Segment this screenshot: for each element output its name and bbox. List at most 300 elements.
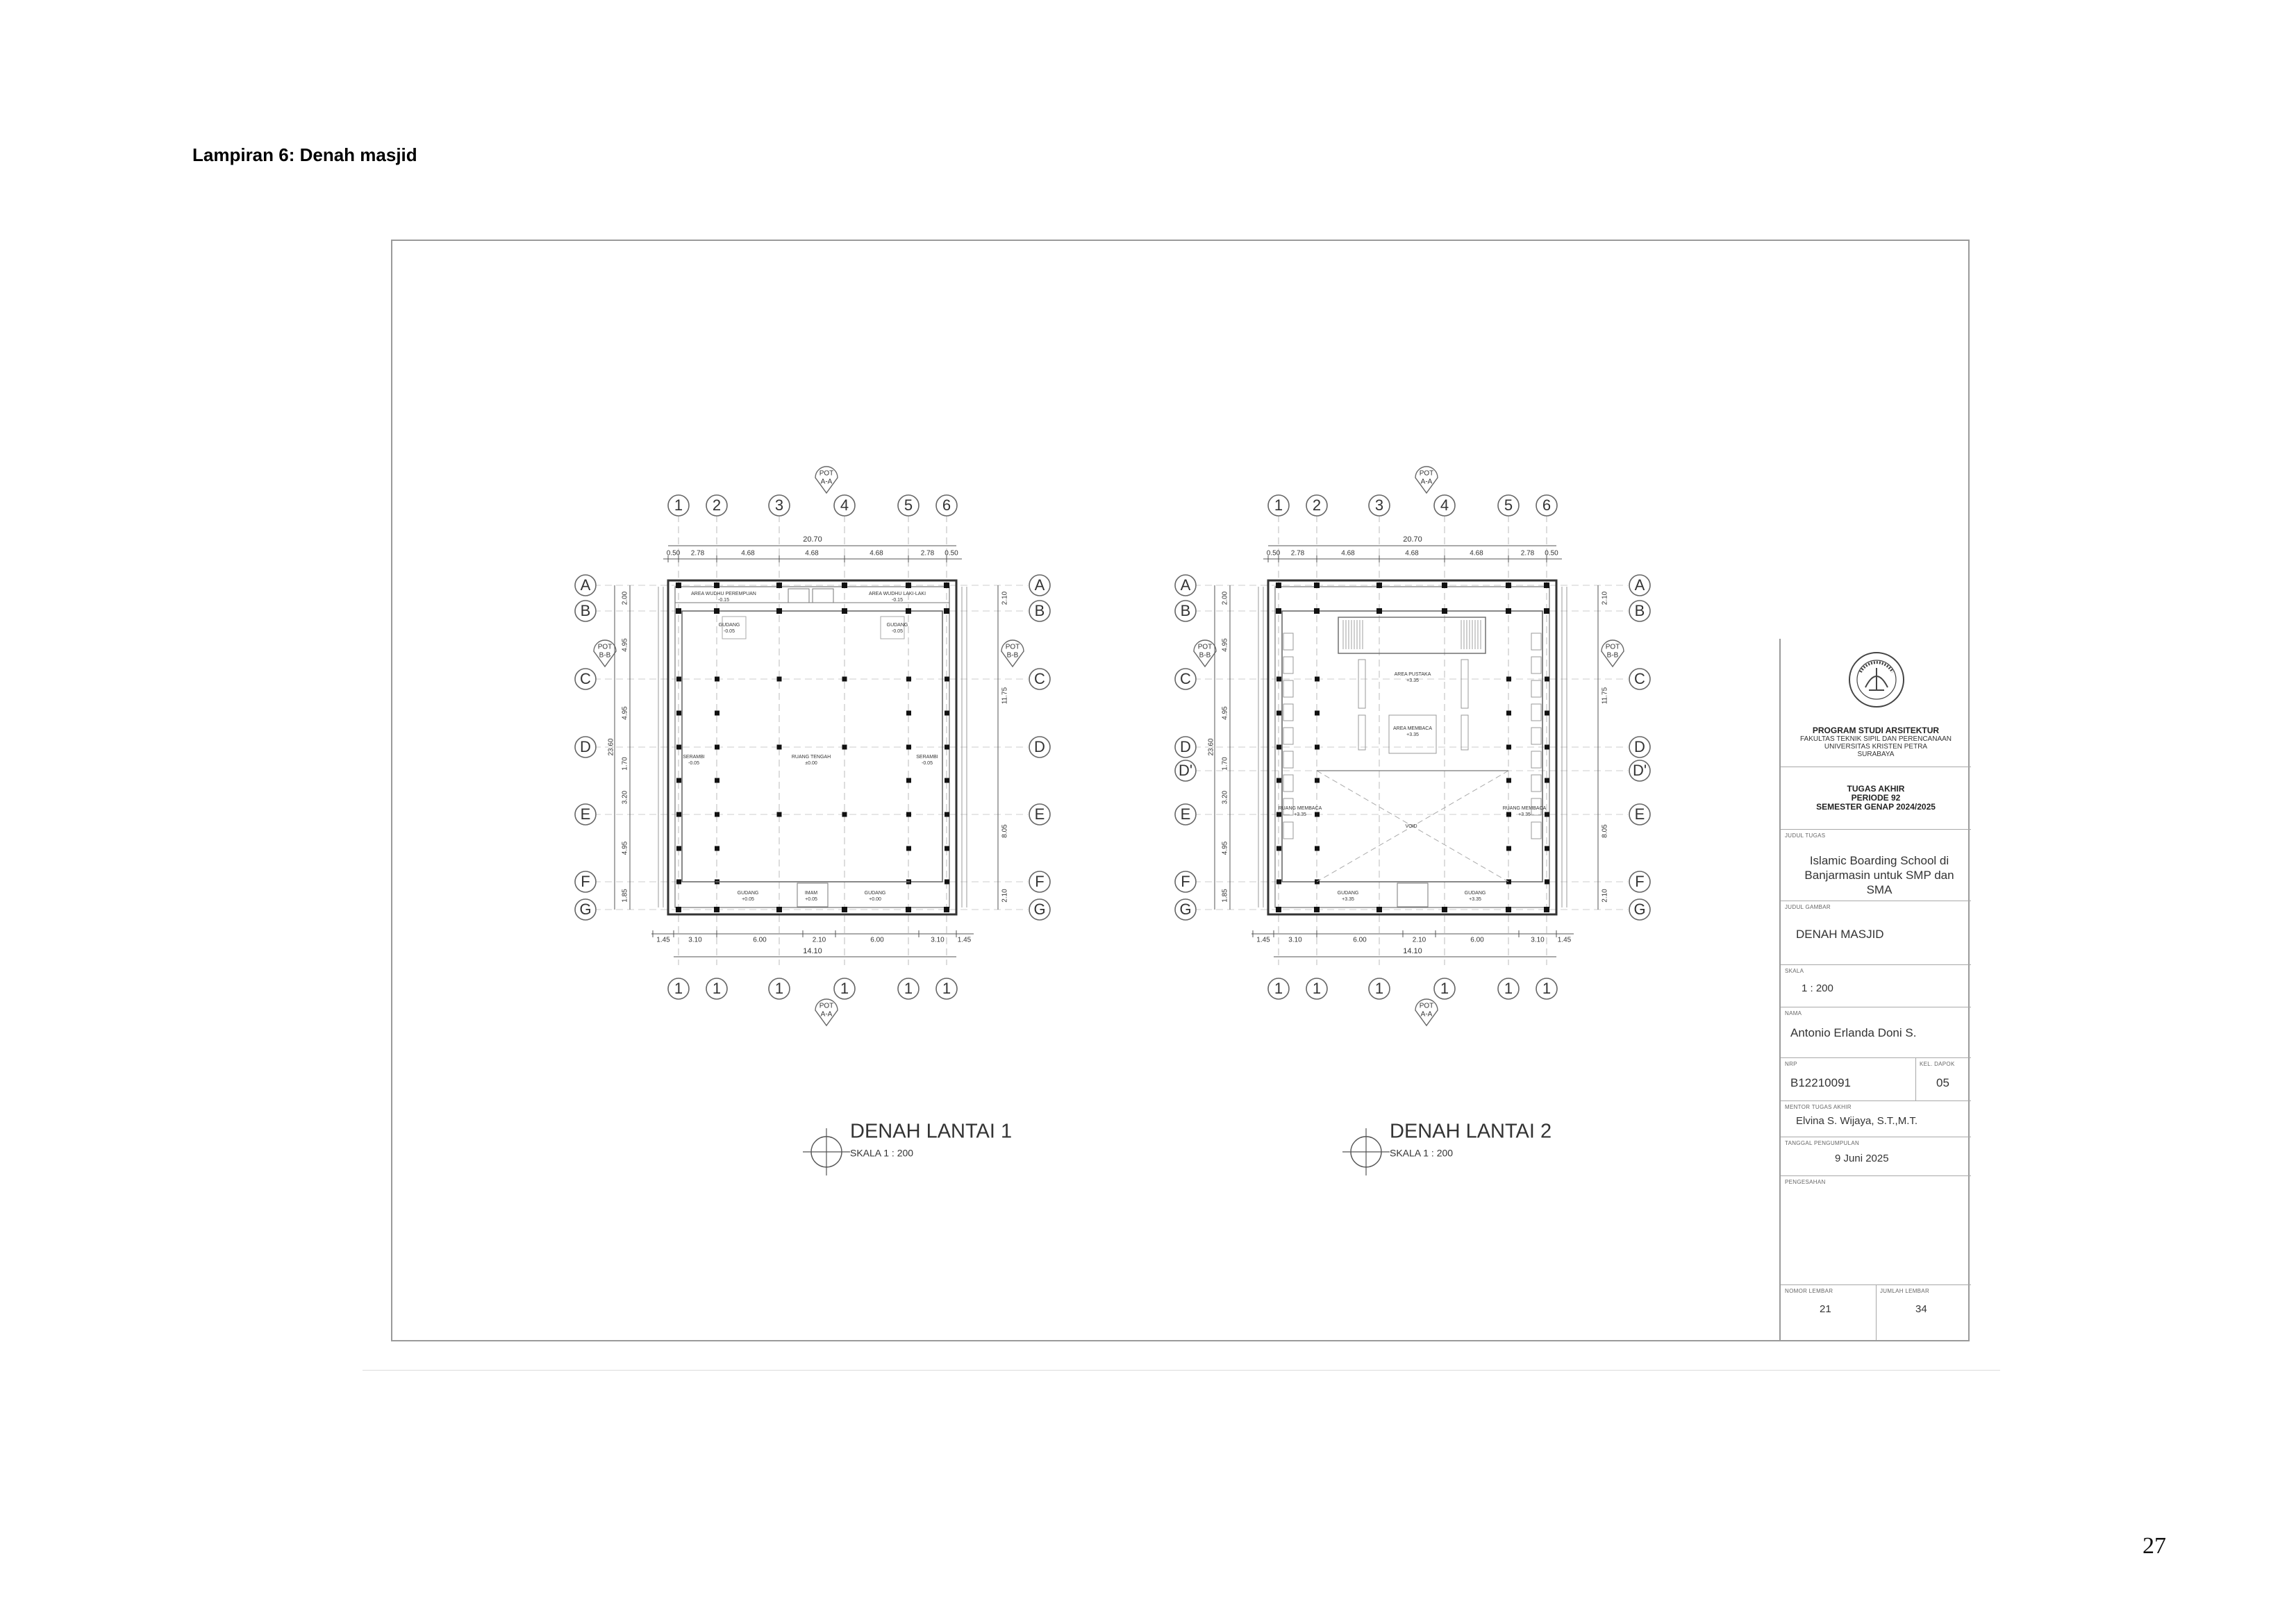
column: [1545, 812, 1549, 817]
column: [906, 907, 911, 912]
dim-top-value: 4.68: [1470, 549, 1483, 558]
tb-sheets: NOMOR LEMBAR 21 JUMLAH LEMBAR 34: [1781, 1285, 1971, 1341]
tb-university: UNIVERSITAS KRISTEN PETRA: [1824, 743, 1928, 751]
column: [842, 907, 847, 912]
column: [1276, 711, 1281, 716]
column: [714, 583, 719, 588]
tb-project-value: Islamic Boarding School di Banjarmasin untuk SMP dan SMA: [1804, 854, 1954, 896]
dim-top-value: 4.68: [1341, 549, 1355, 558]
column: [776, 583, 782, 588]
tb-assignment: TUGAS AKHIR: [1847, 784, 1905, 794]
room-name: GUDANG: [737, 890, 759, 896]
axis-left-C-label: C: [580, 669, 591, 687]
dim-bottom-value: 6.00: [753, 936, 767, 944]
column: [715, 846, 719, 851]
tb-drawing-value: DENAH MASJID: [1796, 928, 1884, 941]
column: [906, 812, 911, 817]
dim-top-value: 0.50: [1266, 549, 1281, 558]
column: [1276, 846, 1281, 851]
axis-bottom-label: 1: [1542, 979, 1552, 997]
seat: [1531, 751, 1541, 768]
axis-left-E-label: E: [580, 805, 591, 823]
caption: Lampiran 6: Denah masjid: [192, 144, 417, 165]
column: [1276, 583, 1281, 588]
dim-bottom-value: 1.45: [1557, 936, 1572, 944]
column: [1506, 907, 1511, 912]
room-level: +3.35: [1406, 732, 1419, 737]
dim-top-value: 2.78: [920, 549, 935, 558]
seat: [1531, 680, 1541, 697]
column: [1506, 812, 1511, 817]
column: [1506, 608, 1511, 614]
section-mark-right-text1: POT: [1605, 643, 1620, 651]
column: [906, 711, 911, 716]
tb-header: [1781, 639, 1971, 830]
axis-left-E-label: E: [1180, 805, 1191, 823]
room-name: AREA MEMBACA: [1392, 726, 1433, 731]
room-name: GUDANG: [886, 622, 908, 628]
column: [776, 907, 782, 912]
section-mark-right-text1: POT: [1005, 643, 1020, 651]
room-level: +0.00: [869, 896, 881, 902]
column: [1544, 583, 1549, 588]
column: [1315, 677, 1320, 682]
room-name: VOID: [1405, 823, 1417, 829]
dim-left-total: 23.60: [1207, 738, 1215, 756]
tb-scale-value: 1 : 200: [1802, 982, 1833, 994]
column: [676, 880, 681, 885]
column: [1276, 608, 1281, 614]
room-level: -0.05: [688, 760, 699, 766]
axis-left-C-label: C: [1180, 669, 1191, 687]
dim-bottom-value: 3.10: [931, 936, 945, 944]
column: [1276, 907, 1281, 912]
column: [1506, 846, 1511, 851]
dim-top-value: 2.78: [690, 549, 705, 558]
dim-top-value: 0.50: [945, 549, 958, 558]
seat: [1531, 657, 1541, 673]
room-level: +3.35: [1294, 812, 1306, 817]
column: [906, 778, 911, 783]
tb-name: NAMA Antonio Erlanda Doni S.: [1781, 1007, 1971, 1058]
dim-left-value: 4.95: [1221, 638, 1229, 652]
plan-title: DENAH LANTAI 2: [1390, 1120, 1552, 1143]
column: [1314, 907, 1320, 912]
column: [1442, 583, 1447, 588]
dim-left-value: 4.95: [621, 638, 629, 652]
seat: [1283, 751, 1293, 768]
axis-right-A-label: A: [1634, 576, 1645, 594]
tb-approval: PENGESAHAN: [1781, 1176, 1971, 1285]
axis-left-D-label: D: [580, 737, 591, 755]
tb-period: PERIODE 92: [1851, 793, 1901, 803]
room-level: +3.35: [1342, 896, 1354, 902]
section-mark-top-text1: POT: [1419, 469, 1434, 478]
axis-right-E-label: E: [1034, 805, 1045, 823]
room-name: GUDANG: [718, 622, 740, 628]
section-mark-right-text2: B-B: [1006, 651, 1019, 660]
dim-right-value: 2.10: [1601, 591, 1609, 605]
room-name: RUANG TENGAH: [791, 754, 831, 760]
dim-left-value: 1.70: [621, 757, 629, 771]
gudang-box: [722, 617, 746, 639]
section-mark-left-text2: B-B: [1199, 651, 1211, 660]
dim-right-value: 11.75: [1601, 687, 1609, 705]
column: [1315, 846, 1320, 851]
axis-left-D-label: D: [1180, 737, 1191, 755]
dim-bottom-value: 2.10: [812, 936, 826, 944]
plan-lantai-2: [1175, 467, 1650, 1175]
dim-left-value: 4.95: [621, 706, 629, 720]
column: [1315, 711, 1320, 716]
tb-faculty: FAKULTAS TEKNIK SIPIL DAN PERENCANAAN: [1799, 735, 1952, 743]
column: [906, 745, 911, 750]
section-mark-bottom-text1: POT: [1419, 1002, 1434, 1010]
seat: [1531, 704, 1541, 721]
axis-left-F-label: F: [581, 872, 590, 890]
seat: [1283, 680, 1293, 697]
column: [676, 711, 681, 716]
axis-left-A-label: A: [1180, 576, 1191, 594]
section-mark-left-text1: POT: [597, 643, 613, 651]
axis-right-F-label: F: [1035, 872, 1045, 890]
seat: [1283, 633, 1293, 650]
column: [715, 711, 719, 716]
dim-bottom-value: 1.45: [957, 936, 972, 944]
tb-sheet-total: 34: [1915, 1303, 1927, 1315]
column: [1506, 745, 1511, 750]
dim-top-value: 4.68: [741, 549, 755, 558]
column: [1544, 608, 1549, 614]
column: [1276, 880, 1281, 885]
dim-bottom-value: 6.00: [870, 936, 884, 944]
room-level: -0.05: [892, 628, 903, 634]
dim-right-value: 8.05: [1601, 824, 1609, 838]
dim-bottom-value: 2.10: [1412, 936, 1426, 944]
axis-top-1-label: 1: [1274, 496, 1283, 514]
dim-top-value: 4.68: [1405, 549, 1419, 558]
column: [842, 608, 847, 614]
column: [1315, 778, 1320, 783]
axis-right-C-label: C: [1634, 669, 1645, 687]
dim-left-value: 4.95: [1221, 841, 1229, 855]
column: [777, 812, 782, 817]
axis-top-6-label: 6: [942, 496, 951, 514]
dim-left-value: 1.70: [1221, 757, 1229, 771]
column: [1545, 880, 1549, 885]
column: [906, 608, 911, 614]
column: [944, 907, 949, 912]
column: [676, 745, 681, 750]
room-name: RUANG MEMBACA: [1502, 805, 1547, 811]
axis-left-A-label: A: [580, 576, 591, 594]
axis-right-F-label: F: [1635, 872, 1645, 890]
column: [777, 745, 782, 750]
room-level: -0.15: [718, 597, 729, 603]
column: [944, 583, 949, 588]
axis-bottom-label: 1: [1312, 979, 1322, 997]
room-name: AREA PUSTAKA: [1394, 671, 1431, 677]
column: [776, 608, 782, 614]
seat: [1283, 775, 1293, 792]
column: [945, 880, 949, 885]
axis-right-B-label: B: [1634, 601, 1645, 619]
column: [1376, 608, 1382, 614]
seat: [1283, 657, 1293, 673]
axis-left-D'-label: D': [1178, 761, 1193, 779]
column: [1376, 583, 1382, 588]
column: [676, 608, 681, 614]
room-level: +3.35: [1518, 812, 1531, 817]
dim-left-value: 4.95: [1221, 706, 1229, 720]
dim-bottom-value: 6.00: [1470, 936, 1484, 944]
section-mark-bottom-text2: A-A: [1420, 1010, 1433, 1019]
axis-right-D-label: D: [1634, 737, 1645, 755]
main-hall: [1282, 611, 1542, 882]
column: [1545, 677, 1549, 682]
dim-bottom-value: 3.10: [1531, 936, 1545, 944]
dim-right-value: 2.10: [1001, 889, 1009, 903]
section-mark-top-text2: A-A: [1420, 478, 1433, 486]
axis-bottom-label: 1: [674, 979, 683, 997]
tb-nrp: NRP B12210091 KEL. DAPOK 05: [1781, 1058, 1971, 1101]
section-mark-bottom-text2: A-A: [820, 1010, 833, 1019]
dim-bottom-value: 6.00: [1353, 936, 1367, 944]
dim-right-value: 11.75: [1001, 687, 1009, 705]
column: [842, 812, 847, 817]
gudang-box: [881, 617, 904, 639]
axis-top-5-label: 5: [904, 496, 913, 514]
column: [1506, 880, 1511, 885]
column: [1276, 677, 1281, 682]
column: [1545, 745, 1549, 750]
seat: [1531, 775, 1541, 792]
column: [676, 846, 681, 851]
dim-left-value: 3.20: [1221, 790, 1229, 805]
axis-top-2-label: 2: [1312, 496, 1322, 514]
dim-right-value: 2.10: [1601, 889, 1609, 903]
axis-top-2-label: 2: [712, 496, 722, 514]
room-level: -0.15: [892, 597, 903, 603]
dim-left-value: 3.20: [621, 790, 629, 805]
column: [676, 583, 681, 588]
dim-top-value: 0.50: [666, 549, 681, 558]
room-level: -0.05: [922, 760, 933, 766]
room-name: AREA WUDHU LAKI-LAKI: [868, 591, 926, 596]
dim-bottom-value: 3.10: [1288, 936, 1302, 944]
axis-left-F-label: F: [1181, 872, 1190, 890]
tb-name-value: Antonio Erlanda Doni S.: [1790, 1026, 1917, 1039]
column: [1376, 907, 1382, 912]
room-name: AREA WUDHU PEREMPUAN: [691, 591, 756, 596]
axis-left-B-label: B: [1180, 601, 1191, 619]
column: [1315, 812, 1320, 817]
shelf: [1461, 660, 1468, 708]
axis-bottom-label: 1: [1440, 979, 1449, 997]
column: [906, 583, 911, 588]
shelf: [1358, 715, 1365, 750]
room-level: +3.35: [1406, 678, 1419, 683]
plan-scale: SKALA 1 : 200: [850, 1147, 914, 1159]
column: [1276, 812, 1281, 817]
column: [945, 677, 949, 682]
tb-nrp-value: B12210091: [1790, 1076, 1851, 1089]
column: [714, 608, 719, 614]
axis-right-G-label: G: [1633, 900, 1646, 918]
main-hall: [682, 611, 942, 882]
dim-bottom-value: 1.45: [656, 936, 670, 944]
footer-rule: [363, 1370, 2000, 1371]
axis-left-G-label: G: [1179, 900, 1192, 918]
column: [842, 745, 847, 750]
stair-block: [1338, 617, 1486, 653]
tb-scale: SKALA 1 : 200: [1781, 965, 1971, 1007]
dim-bottom-total: 14.10: [803, 946, 822, 955]
column: [945, 711, 949, 716]
column: [714, 907, 719, 912]
dim-bottom-value: 1.45: [1256, 936, 1270, 944]
column: [1314, 583, 1320, 588]
section-mark-top-text2: A-A: [820, 478, 833, 486]
dim-top-value: 2.78: [1290, 549, 1305, 558]
axis-top-3-label: 3: [1374, 496, 1384, 514]
stair-box: [1397, 883, 1428, 907]
tb-semester: SEMESTER GENAP 2024/2025: [1816, 802, 1936, 812]
axis-right-D-label: D: [1034, 737, 1045, 755]
university-seal-icon: [1848, 651, 1905, 708]
tb-date: TANGGAL PENGUMPULAN 9 Juni 2025: [1781, 1137, 1971, 1176]
plan-scale: SKALA 1 : 200: [1390, 1147, 1454, 1159]
axis-top-3-label: 3: [774, 496, 784, 514]
axis-bottom-label: 1: [774, 979, 784, 997]
title-block: [1779, 639, 1970, 1341]
room-level: -0.05: [724, 628, 735, 634]
axis-right-D'-label: D': [1632, 761, 1647, 779]
dim-left-value: 1.85: [621, 889, 629, 903]
column: [715, 745, 719, 750]
column: [842, 583, 847, 588]
column: [715, 778, 719, 783]
section-mark-right-text2: B-B: [1606, 651, 1619, 660]
axis-top-6-label: 6: [1542, 496, 1552, 514]
plan-title: DENAH LANTAI 1: [850, 1120, 1013, 1143]
column: [777, 677, 782, 682]
axis-bottom-label: 1: [712, 979, 722, 997]
section-mark-left-text2: B-B: [599, 651, 611, 660]
column: [842, 677, 847, 682]
column: [1442, 608, 1447, 614]
dim-left-value: 2.00: [1221, 591, 1229, 605]
axis-bottom-label: 1: [1374, 979, 1384, 997]
dim-top-value: 4.68: [870, 549, 883, 558]
axis-top-1-label: 1: [674, 496, 683, 514]
column: [944, 608, 949, 614]
room-name: IMAM: [804, 890, 818, 896]
column: [1545, 711, 1549, 716]
page-number: 27: [2143, 1533, 2166, 1559]
tb-drawing: JUDUL GAMBAR DENAH MASJID: [1781, 901, 1971, 965]
axis-bottom-label: 1: [1504, 979, 1513, 997]
column: [1506, 711, 1511, 716]
column: [676, 907, 681, 912]
section-mark-top-text1: POT: [819, 469, 834, 478]
axis-bottom-label: 1: [942, 979, 951, 997]
section-mark-bottom-text1: POT: [819, 1002, 834, 1010]
dim-top-value: 4.68: [805, 549, 819, 558]
shelf: [1461, 715, 1468, 750]
column: [676, 778, 681, 783]
axis-right-B-label: B: [1034, 601, 1045, 619]
column: [1545, 778, 1549, 783]
dim-top-value: 2.78: [1520, 549, 1535, 558]
dim-top-value: 0.50: [1545, 549, 1558, 558]
room-name: SERAMBI: [916, 754, 938, 760]
room-name: GUDANG: [864, 890, 886, 896]
room-level: +0.05: [805, 896, 817, 902]
column: [1276, 745, 1281, 750]
seat: [1283, 822, 1293, 839]
seat: [1531, 728, 1541, 744]
seat: [1283, 728, 1293, 744]
dim-left-value: 1.85: [1221, 889, 1229, 903]
dim-left-value: 4.95: [621, 841, 629, 855]
tb-sheet-no: 21: [1820, 1303, 1831, 1315]
tb-date-value: 9 Juni 2025: [1835, 1153, 1889, 1164]
column: [676, 812, 681, 817]
axis-bottom-label: 1: [904, 979, 913, 997]
column: [1506, 778, 1511, 783]
column: [1314, 608, 1320, 614]
room-level: +0.05: [742, 896, 754, 902]
dim-left-total: 23.60: [607, 738, 615, 756]
axis-bottom-label: 1: [1274, 979, 1283, 997]
column: [945, 778, 949, 783]
dim-bottom-value: 3.10: [688, 936, 702, 944]
axis-right-C-label: C: [1034, 669, 1045, 687]
axis-bottom-label: 1: [840, 979, 849, 997]
axis-top-4-label: 4: [840, 496, 849, 514]
column: [1545, 846, 1549, 851]
column: [1442, 907, 1447, 912]
tb-program: PROGRAM STUDI ARSITEKTUR: [1812, 726, 1940, 735]
room-level: ±0.00: [805, 760, 817, 766]
tb-project: JUDUL TUGAS Islamic Boarding School di Banjarmasin untuk SMP dan SMA: [1781, 830, 1971, 901]
column: [715, 812, 719, 817]
seat: [1531, 633, 1541, 650]
dim-left-value: 2.00: [621, 591, 629, 605]
room-box: [813, 589, 833, 603]
column: [1315, 745, 1320, 750]
axis-right-E-label: E: [1634, 805, 1645, 823]
plan-lantai-1: [575, 467, 1050, 1175]
column: [1506, 583, 1511, 588]
column: [1276, 778, 1281, 783]
column: [945, 812, 949, 817]
seat: [1531, 822, 1541, 839]
shelf: [1358, 660, 1365, 708]
section-mark-left-text1: POT: [1197, 643, 1213, 651]
axis-left-G-label: G: [579, 900, 592, 918]
room-name: RUANG MEMBACA: [1278, 805, 1322, 811]
tb-group-value: 05: [1936, 1076, 1949, 1089]
column: [945, 745, 949, 750]
axis-left-B-label: B: [580, 601, 591, 619]
tb-mentor-value: Elvina S. Wijaya, S.T.,M.T.: [1796, 1115, 1918, 1127]
column: [676, 677, 681, 682]
dim-right-value: 2.10: [1001, 591, 1009, 605]
dim-top-total: 20.70: [1403, 535, 1422, 544]
dim-right-value: 8.05: [1001, 824, 1009, 838]
